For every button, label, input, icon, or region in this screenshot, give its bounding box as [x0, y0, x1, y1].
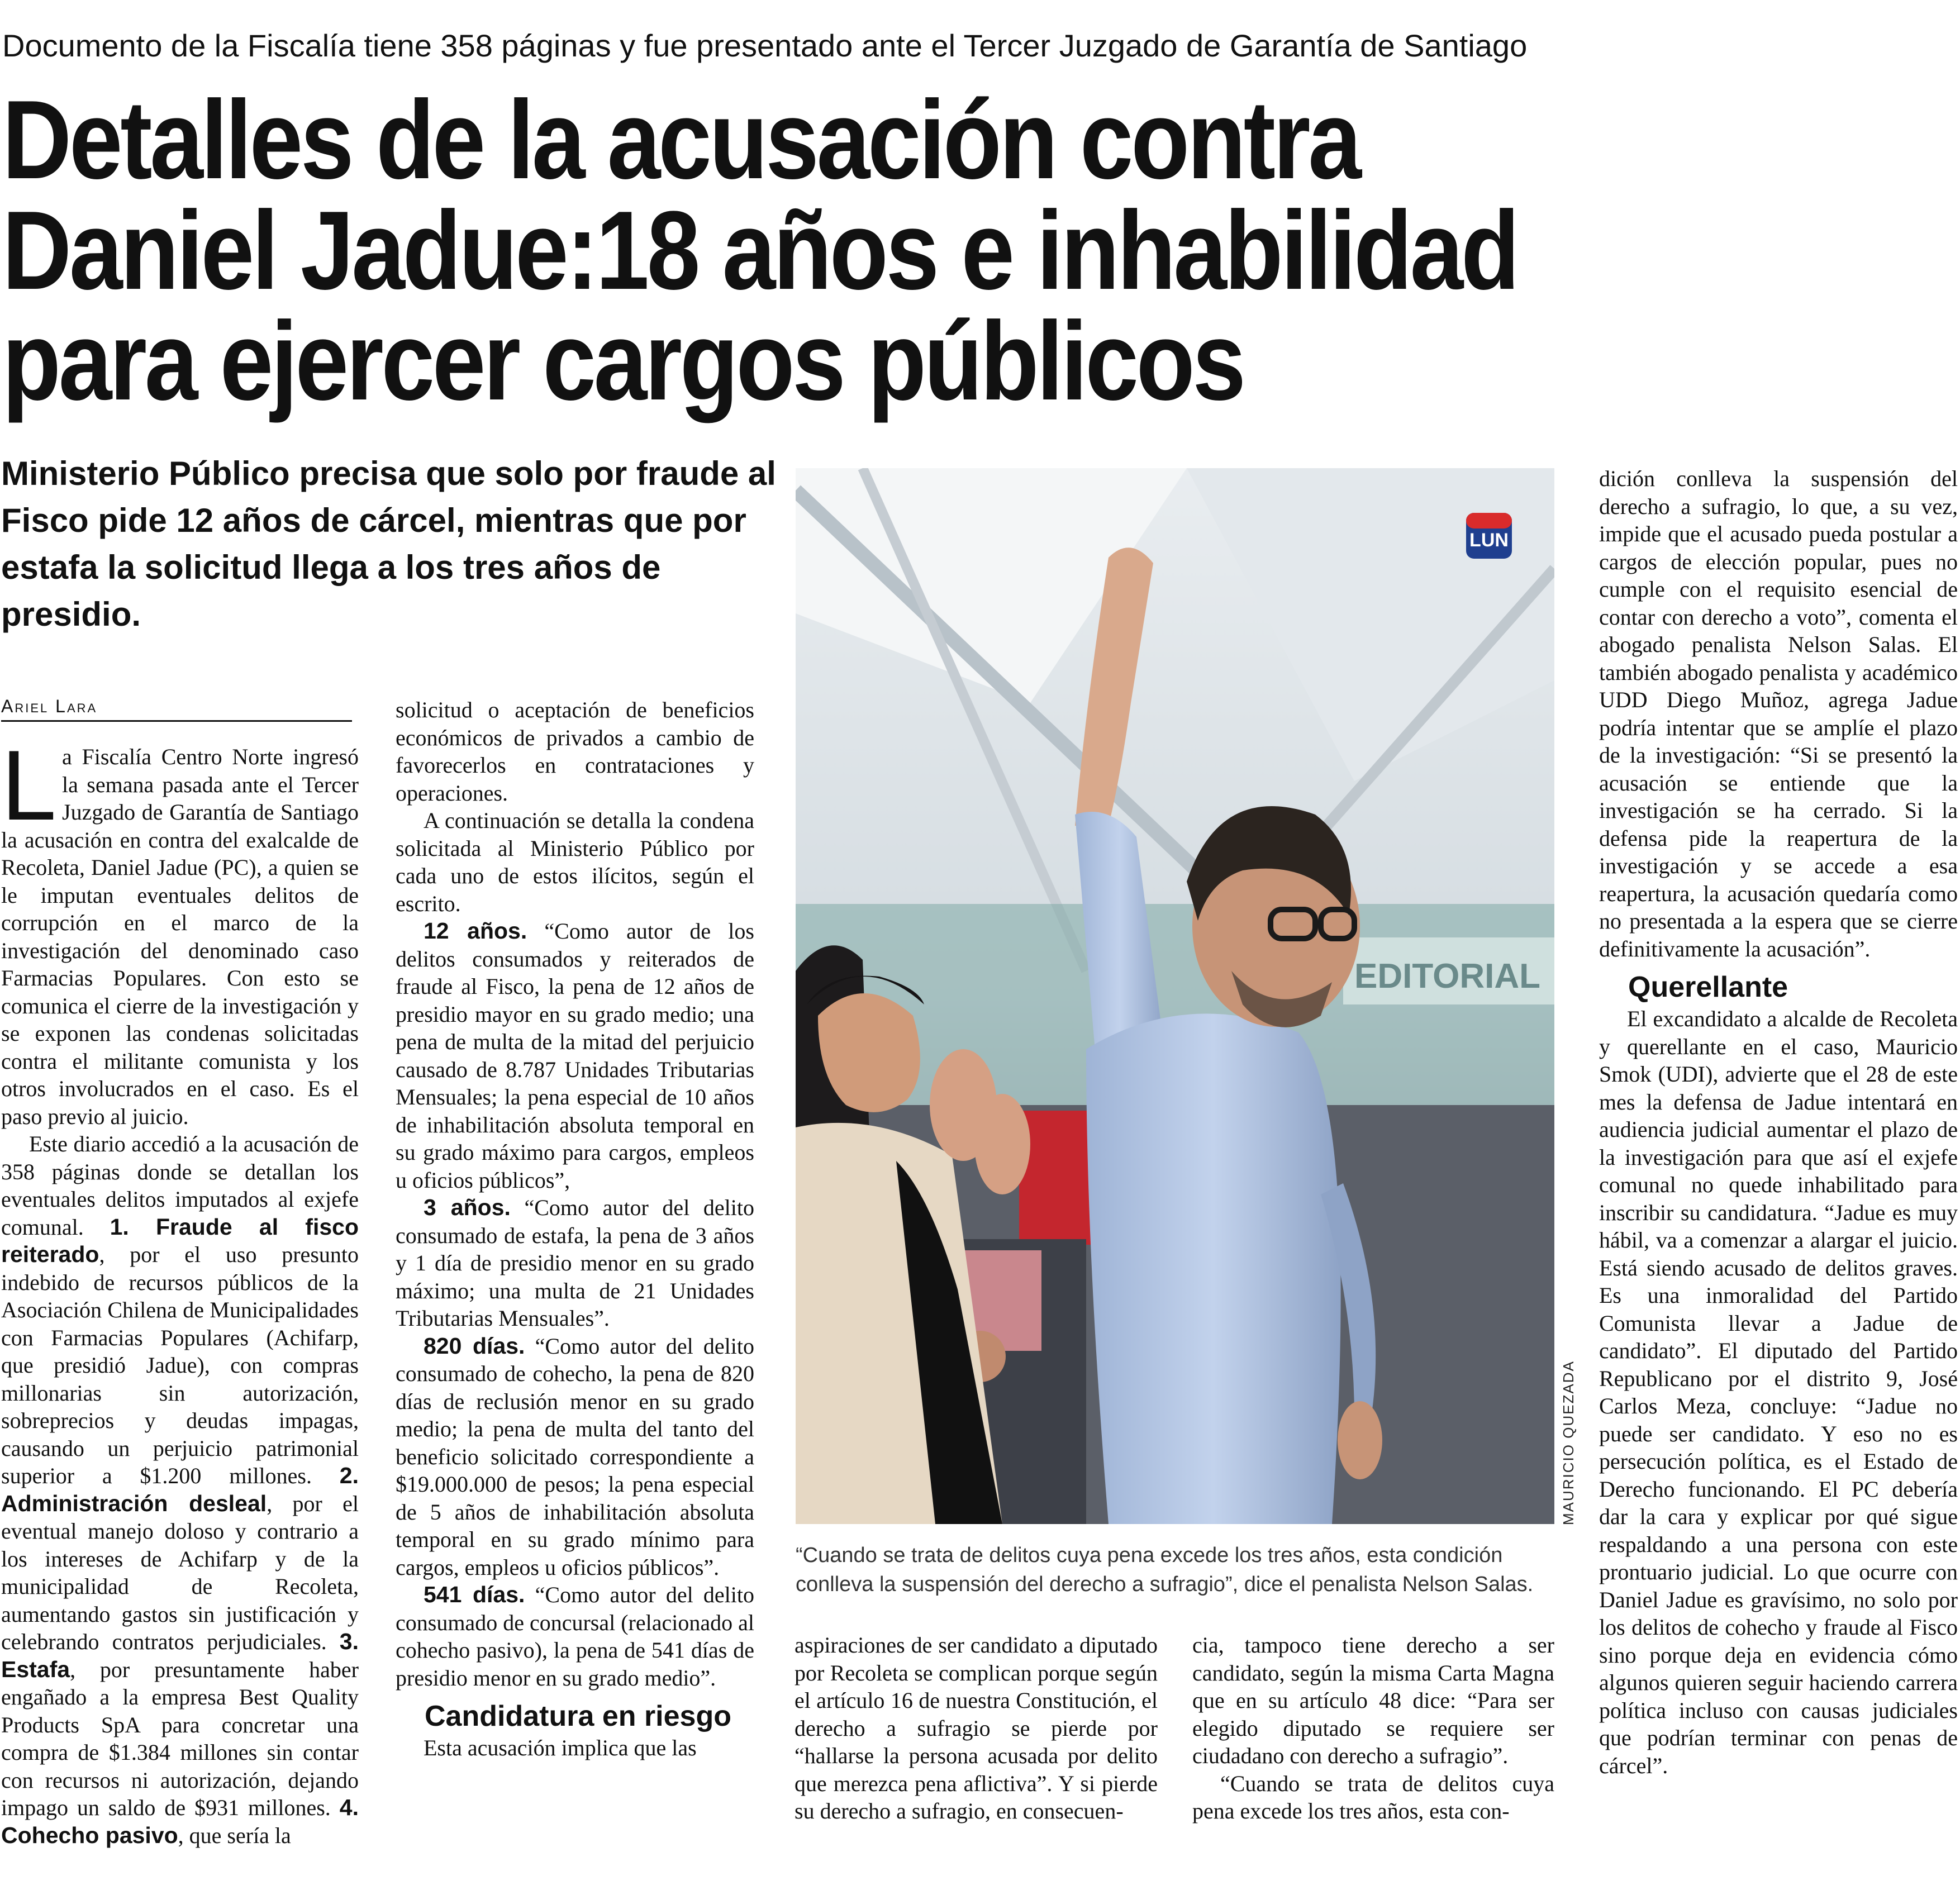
col3-paragraph-1: aspiraciones de ser candidato a diputado por Recoleta se complican porque según el artículo 16 de nuestra Constitución, el derecho a sufragio se pierde por “hallarse la persona acusada por delito que merezca pena aflictiva”. Y si pierde su derecho a sufragio, en consecuen- — [795, 1632, 1158, 1823]
byline: Ariel Lara — [1, 696, 352, 722]
charge-3-heading: 3. Estafa — [1, 1629, 359, 1682]
col2-paragraph-2: A continuación se detalla la condena solicitada al Ministerio Público por cada uno de estos ilícitos, según el escrito. — [396, 808, 754, 916]
penalty-4-heading: 541 días. — [424, 1582, 525, 1607]
photo — [796, 468, 1554, 1524]
editorial-sign-text: EDITORIAL — [1354, 957, 1540, 996]
headline-line-2: Daniel Jadue:18 años e inhabilidad — [2, 188, 1517, 313]
col5-paragraph-1: dición conlleva la suspensión del derecho a sufragio, lo que, a su vez, impide que el acusado pueda postular a cargos de elección popular, pues no cumple con el requisito esencial de contar con derecho a voto”, comenta el abogado penalista Nelson Salas. El también abogado penalista y académico UDD Diego Muñoz, agrega Jadue podría intentar que se amplíe el plazo de la investigación: “Si se presentó la acusación se entiende que la investigación se ha cerrado. Si la defensa pide la reapertura de la investigación y se accede a esa reapertura, la acusación quedaría como no presentada a la espera que se cierre definitivamente la acusación”. — [1599, 466, 1958, 961]
charge-3-text: , por presuntamente haber engañado a la empresa Best Quality Products SpA para concretar una compra de $1.384 millones sin contar con recursos ni autorización, dejando impago un saldo de $931 millones. — [1, 1656, 359, 1820]
column-4 — [1192, 1631, 1554, 1825]
column-3 — [795, 1631, 1158, 1825]
penalty-3-heading: 820 días. — [424, 1332, 525, 1359]
deck: Ministerio Público precisa que solo por fraude al Fisco pide 12 años de cárcel, mientras que por estafa la solicitud llega a los tres años de presidio. — [1, 455, 776, 633]
penalty-2-heading: 3 años. — [424, 1194, 511, 1220]
subhead-querellante: Querellante — [1628, 971, 1788, 1003]
col4-paragraph-2: “Cuando se trata de delitos cuya pena excede los tres años, esta con- — [1192, 1770, 1554, 1823]
photo-credit — [1560, 1360, 1582, 1525]
penalty-3-text: “Como autor del delito consumado de cohecho, la pena de 820 días de reclusión menor en su grado medio; la pena de multa del tanto del beneficio solicitado correspondiente a $19.000.000 de pesos; la pena especial de 5 años de inhabilitación absoluta temporal en su grado mínimo para cargos, empleos u oficios públicos”. — [396, 1333, 754, 1580]
col2-paragraph-3: Esta acusación implica que las — [424, 1735, 697, 1760]
charge-1-heading: 1. Fraude al fisco reiterado — [1, 1213, 359, 1267]
penalty-1-text: “Como autor de los delitos consumados y reiterados de fraude al Fisco, la pena de 12 años de presidio mayor en su grado medio; una pena de multa de la mitad del perjuicio causado de 8.787 Unidades Tributarias Mensuales; la pena especial de 10 años de inhabilitación absoluta temporal en su grado máximo para cargos, empleos u oficios públicos”, — [396, 918, 754, 1193]
lun-logo: LUN — [1469, 530, 1509, 551]
charge-4-text: , que sería la — [178, 1822, 291, 1848]
photo-credit-text: MAURICIO QUEZADA — [1560, 1360, 1577, 1525]
col5-paragraph-2: El excandidato a alcalde de Recoleta y querellante en el caso, Mauricio Smok (UDI), advierte que el 28 de este mes la defensa de Jadue intentará en audiencia judicial aumentar el plazo de la investigación para que así el exjefe comunal no quede inhabilitado para inscribir su candidatura. “Jadue es muy hábil, va a comenzar a alargar el juicio. Está siendo acusado de delitos graves. Es una inmoralidad del Partido Comunista llevar a Jadue de candidato”. El diputado del Partido Republicano por el distrito 9, José Carlos Meza, concluye: “Jadue no puede ser candidato. Y eso no es persecución política, es el Estado de Derecho funcionando. El PC debería dar la cara y explicar por qué sigue respaldando a una persona con este prontuario judicial. Lo que ocurre con Daniel Jadue es gravísimo, no solo por los delitos de cohecho y fraude al Fisco sino porque deja en evidencia cómo algunos quieren seguir haciendo carrera política incluso con causas judiciales que podrían terminar con penas de cárcel”. — [1599, 1006, 1958, 1778]
charge-4-heading: 4. Cohecho pasivo — [1, 1794, 359, 1848]
kicker: Documento de la Fiscalía tiene 358 páginas y fue presentado ante el Tercer Juzgado de Garantía de Santiago — [2, 28, 1528, 63]
photo-caption: “Cuando se trata de delitos cuya pena excede los tres años, esta condición conlleva la suspensión del derecho a sufragio”, dice el penalista Nelson Salas. — [796, 1544, 1534, 1596]
column-5 — [1599, 465, 1958, 1779]
charge-2-heading: 2. Administración desleal — [1, 1463, 359, 1516]
charge-1-text: , por el uso presunto indebido de recursos públicos de la Asociación Chilena de Municipalidades con Farmacias Populares (Achifarp, que presidió Jadue), con compras millonarias sin autorización, sobreprecios y deudas impagas, causando un perjuicio patrimonial superior a $1.200 millones. — [1, 1242, 359, 1488]
column-2 — [396, 696, 754, 1762]
headline — [2, 78, 1674, 423]
headline-line-1: Detalles de la acusación contra — [2, 78, 1359, 202]
penalty-4-text: “Como autor del delito consumado de concursal (relacionado al cohecho pasivo), la pena de 541 días de presidio menor en su grado medio”. — [396, 1582, 754, 1691]
col1-paragraph-1: a Fiscalía Centro Norte ingresó la semana pasada ante el Tercer Juzgado de Garantía de Santiago la acusación en contra del exalcalde de Recoleta, Daniel Jadue (PC), a quien se le imputan eventuales delitos de corrupción en el marco de la investigación del denominado caso Farmacias Populares. Con esto se comunica el cierre de la investigación y se exponen las condenas solicitadas contra el militante comunista y los otros involucrados en el caso. Es el paso previo al juicio. — [1, 744, 359, 1129]
col2-paragraph-1: solicitud o aceptación de beneficios económicos de privados a cambio de favorecerlos en contrataciones y operaciones. — [396, 697, 754, 806]
drop-cap: L — [1, 730, 56, 841]
col1-intro: Este diario accedió a la acusación de 358 páginas donde se detallan los eventuales delitos imputados al exjefe comunal. — [1, 1131, 359, 1240]
column-1 — [1, 730, 359, 1849]
penalty-2-text: “Como autor del delito consumado de estafa, la pena de 3 años y 1 día de presidio menor en su grado máximo; una multa de 21 Unidades Tributarias Mensuales”. — [396, 1195, 754, 1331]
col4-paragraph-1: cia, tampoco tiene derecho a ser candidato, según la misma Carta Magna que en su artículo 48 dice: “Para ser elegido diputado se requiere ser ciudadano con derecho a sufragio”. — [1192, 1632, 1554, 1768]
charge-2-text: , por el eventual manejo doloso y contrario a los intereses de Achifarp y de la municipalidad de Recoleta, aumentando gastos sin justificación y celebrando contratos perjudiciales. — [1, 1491, 359, 1654]
subhead-candidatura: Candidatura en riesgo — [425, 1700, 731, 1732]
penalty-1-heading: 12 años. — [424, 918, 527, 944]
headline-line-3: para ejercer cargos públicos — [2, 299, 1244, 423]
